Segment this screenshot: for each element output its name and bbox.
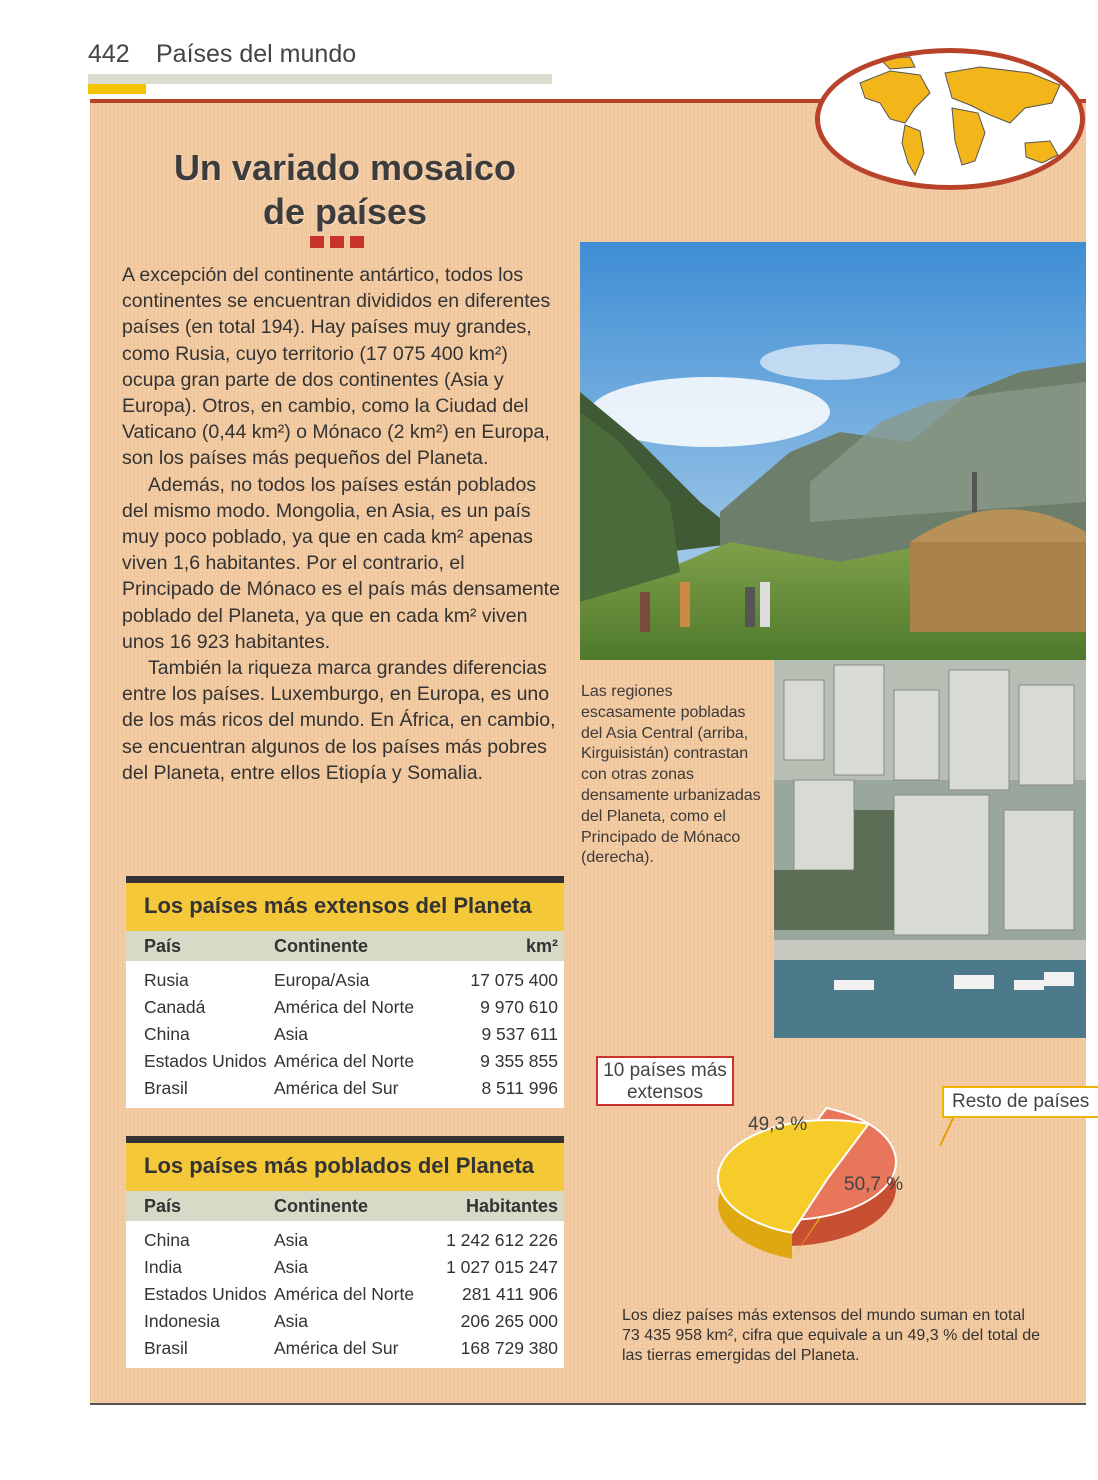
cell-area: 9 537 611 [481, 1024, 558, 1044]
paragraph-2: Además, no todos los países están poblados del mismo modo. Mongolia, en Asia, es un país muy poco poblado, ya que en cada km² apenas viven 1,6 habitantes. Por el contrario, el Principado de Mónaco es el país más densamente poblado del Planeta, ya que en cada km² viven unos 16 923 habitantes. [122, 473, 560, 653]
table-largest-countries [126, 876, 564, 1108]
cell-country: Estados Unidos [144, 1284, 267, 1304]
pie-label-rest [942, 1086, 1098, 1118]
world-map-icon [815, 48, 1085, 190]
cell-country: China [144, 1230, 190, 1250]
cell-continent: América del Norte [274, 997, 415, 1017]
paragraph-3: También la riqueza marca grandes diferencias entre los países. Luxemburgo, en Europa, es uno de los más ricos del mundo. En África, en cambio, se encuentran algunos de los países más pobres del Planeta, entre ellos Etiopía y Somalia. [122, 657, 556, 784]
table-row [126, 967, 564, 994]
pie-slice-label-rest: Resto de países [952, 1091, 1090, 1112]
table-row [126, 1048, 564, 1075]
table-row [126, 994, 564, 1021]
cell-population: 168 729 380 [460, 1338, 558, 1358]
table-row [126, 1335, 564, 1362]
table-title: Los países más extensos del Planeta [126, 883, 564, 931]
header-accent [88, 84, 146, 94]
table-row [126, 1308, 564, 1335]
cell-continent: Asia [274, 1024, 309, 1044]
pie-value-largest: 49,3 % [748, 1114, 808, 1135]
column-header-country: País [144, 936, 182, 956]
cell-area: 9 355 855 [480, 1051, 558, 1071]
cell-country: Estados Unidos [144, 1051, 267, 1071]
table-row [126, 1254, 564, 1281]
heading-line-2: de países [262, 191, 428, 232]
column-header-country: País [144, 1196, 182, 1216]
cell-country: China [144, 1024, 190, 1044]
heading-ornament [310, 236, 364, 248]
pie-value-rest: 50,7 % [844, 1174, 904, 1195]
article-body [122, 262, 560, 786]
paragraph-1: A excepción del continente antártico, todos los continentes se encuentran divididos en diferentes países (en total 194). Hay países muy grandes, como Rusia, cuyo territorio (17 075 400 km²) ocupa gran parte de dos continentes (Asia y Europa). Otros, en cambio, como la Ciudad del Vaticano (0,44 km²) o Mónaco (2 km²) en Europa, son los países más pequeños del Planeta. [122, 264, 551, 470]
chart-caption: Los diez países más extensos del mundo suman en total 73 435 958 km², cifra que equivale a un 49,3 % del total de las tierras emergidas del Planeta. [622, 1307, 1041, 1364]
cell-continent: Asia [274, 1257, 309, 1277]
cell-country: Brasil [144, 1078, 188, 1098]
cell-population: 1 027 015 247 [446, 1257, 558, 1277]
photo-monaco [774, 660, 1086, 1038]
cell-country: India [144, 1257, 182, 1277]
photo-caption: Las regiones escasamente pobladas del Asia Central (arriba, Kirguisistán) contrastan con otras zonas densamente urbanizadas del Planeta, como el Principado de Mónaco (derecha). [581, 683, 761, 867]
cell-continent: Asia [274, 1230, 309, 1250]
table-body [126, 961, 564, 1108]
cell-area: 9 970 610 [480, 997, 558, 1017]
cell-country: Canadá [144, 997, 206, 1017]
cell-continent: América del Norte [274, 1284, 415, 1304]
column-header-continent: Continente [274, 1196, 368, 1216]
cell-area: 8 511 996 [481, 1078, 558, 1098]
table-header-row [126, 1191, 564, 1221]
photo-kyrgyzstan [580, 242, 1086, 660]
cell-continent: América del Sur [274, 1338, 399, 1358]
cell-continent: América del Norte [274, 1051, 415, 1071]
table-row [126, 1075, 564, 1102]
column-header-area: km² [525, 936, 558, 956]
cell-continent: Asia [274, 1311, 309, 1331]
cell-population: 206 265 000 [460, 1311, 558, 1331]
table-top-rule [126, 1136, 564, 1143]
column-header-population: Habitantes [465, 1196, 558, 1216]
section-title: Países del mundo [156, 40, 357, 68]
cell-continent: América del Sur [274, 1078, 399, 1098]
page-heading [140, 146, 550, 234]
cell-country: Indonesia [144, 1311, 220, 1331]
table-most-populated [126, 1136, 564, 1368]
table-body [126, 1221, 564, 1368]
cell-continent: Europa/Asia [274, 970, 370, 990]
cell-population: 281 411 906 [461, 1284, 558, 1304]
pie-chart [580, 1050, 1090, 1310]
pie-slice-label-largest: 10 países más extensos [603, 1060, 727, 1103]
cell-country: Brasil [144, 1338, 188, 1358]
table-row [126, 1281, 564, 1308]
table-title: Los países más poblados del Planeta [126, 1143, 564, 1191]
table-row [126, 1021, 564, 1048]
column-header-continent: Continente [274, 936, 368, 956]
cell-area: 17 075 400 [470, 970, 558, 990]
heading-line-1: Un variado mosaico [173, 147, 517, 188]
pie-label-largest [596, 1056, 734, 1106]
cell-country: Rusia [144, 970, 189, 990]
table-row [126, 1227, 564, 1254]
cell-population: 1 242 612 226 [446, 1230, 558, 1250]
page-number: 442 [88, 40, 130, 68]
header-rule [88, 74, 552, 84]
table-top-rule [126, 876, 564, 883]
table-header-row [126, 931, 564, 961]
